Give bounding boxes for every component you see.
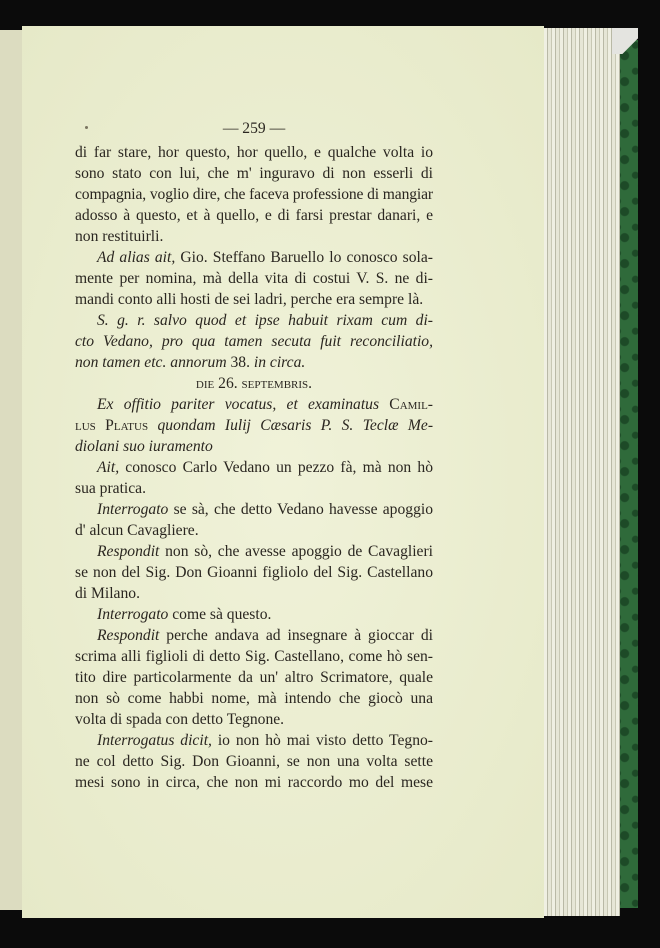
- paragraph: [75, 457, 433, 499]
- italic-text: Respondit: [97, 543, 160, 560]
- text-line: [75, 142, 433, 163]
- italic-text: in circa.: [249, 354, 306, 371]
- roman-text: io non hò mai visto detto Tegno-: [211, 732, 433, 749]
- text-line: [75, 562, 433, 583]
- roman-text: sono stato con lui, che m' inguravo di non esserli di: [75, 165, 433, 182]
- text-line: [75, 163, 433, 184]
- italic-text: Interrogato: [97, 606, 169, 623]
- text-line: [75, 415, 433, 436]
- page-number: — 259 —: [222, 120, 286, 137]
- paragraph: [75, 541, 433, 604]
- page-stack-edge: [540, 28, 620, 916]
- paragraph: [75, 394, 433, 457]
- roman-text: se non del Sig. Don Gioanni figliolo del Sig. Castellano: [75, 564, 433, 581]
- roman-text: adosso à questo, et à quello, e di farsi prestar danari, e: [75, 207, 433, 224]
- italic-text: non tamen etc. annorum: [75, 354, 231, 371]
- text-line: [75, 604, 433, 625]
- roman-text: scrima alli figlioli di detto Sig. Castellano, come hò sen-: [75, 648, 433, 665]
- text-line: [75, 289, 433, 310]
- text-line: [75, 310, 433, 331]
- text-line: [75, 499, 433, 520]
- roman-text: compagnia, voglio dire, che faceva professione di mangiar: [75, 186, 433, 203]
- small-caps-text: die 26. septembris.: [195, 375, 313, 392]
- roman-text: se sà, che detto Vedano havesse apoggio: [168, 501, 433, 518]
- italic-text: S. g. r. salvo quod et ipse habuit rixam cum di-: [97, 312, 433, 329]
- roman-text: mandi conto alli hosti de sei ladri, perche era sempre là.: [75, 291, 424, 308]
- text-line: [75, 352, 433, 373]
- italic-text: Ait,: [97, 459, 120, 476]
- text-line: [75, 478, 433, 499]
- roman-text: 38.: [230, 354, 250, 371]
- italic-text: diolani suo iuramento: [75, 438, 213, 455]
- text-line: [75, 331, 433, 352]
- paragraph: [75, 247, 433, 310]
- text-line: [75, 667, 433, 688]
- text-line: [75, 520, 433, 541]
- roman-text: non sò, che avesse apoggio de Cavaglieri: [159, 543, 433, 560]
- text-line: [75, 646, 433, 667]
- text-line: [75, 625, 433, 646]
- paragraph: [75, 625, 433, 730]
- roman-text: d' alcun Cavagliere.: [75, 522, 199, 539]
- italic-text: cto Vedano, pro qua tamen secuta fuit reconciliatio,: [75, 333, 433, 350]
- paragraph: [75, 730, 433, 793]
- paragraph: [75, 310, 433, 373]
- text-line: [75, 247, 433, 268]
- italic-text: Interrogato: [97, 501, 169, 518]
- text-line: [75, 184, 433, 205]
- roman-text: volta di spada con detto Tegnone.: [75, 711, 285, 728]
- paragraph: [75, 142, 433, 247]
- roman-text: sua pratica.: [75, 480, 147, 497]
- text-line: [75, 436, 433, 457]
- body-text: [75, 142, 433, 793]
- text-line: [75, 730, 433, 751]
- roman-text: ne col detto Sig. Don Gioanni, se non una volta sette: [75, 753, 433, 770]
- paragraph: [75, 499, 433, 541]
- small-caps-text: lus Platus: [75, 417, 149, 434]
- text-line: [75, 226, 433, 247]
- roman-text: Gio. Steffano Baruello lo conosco sola-: [175, 249, 433, 266]
- text-line: [75, 709, 433, 730]
- text-line: [75, 205, 433, 226]
- italic-text: Ad alias ait,: [97, 249, 176, 266]
- roman-text: di far stare, hor questo, hor quello, e qualche volta io: [75, 144, 433, 161]
- roman-text: mesi sono in circa, che non mi raccordo mo del mese: [75, 774, 433, 791]
- italic-text: Respondit: [97, 627, 160, 644]
- text-line: [75, 457, 433, 478]
- text-line: [75, 394, 433, 415]
- text-line: [75, 688, 433, 709]
- italic-text: Ex offitio pariter vocatus, et examinatus: [97, 396, 390, 413]
- roman-text: non sò come habbi nome, mà intendo che giocò una: [75, 690, 433, 707]
- text-line: [75, 751, 433, 772]
- section-heading: [75, 373, 433, 394]
- paragraph: [75, 604, 433, 625]
- page-text: [75, 118, 433, 793]
- italic-text: quondam Iulij Cæsaris P. S. Teclæ Me-: [148, 417, 434, 434]
- roman-text: tito dire particolarmente da un' altro Scrimatore, quale: [75, 669, 433, 686]
- roman-text: come sà questo.: [168, 606, 272, 623]
- text-line: [75, 583, 433, 604]
- italic-text: Interrogatus dicit,: [97, 732, 212, 749]
- text-line: [75, 772, 433, 793]
- roman-text: mente per nomina, mà della vita di costui V. S. ne di-: [75, 270, 433, 287]
- roman-text: conosco Carlo Vedano un pezzo fà, mà non hò: [119, 459, 433, 476]
- text-line: [75, 541, 433, 562]
- roman-text: perche andava ad insegnare à gioccar di: [159, 627, 433, 644]
- small-caps-text: Camil-: [389, 396, 433, 413]
- roman-text: non restituirli.: [75, 228, 164, 245]
- text-line: [75, 373, 433, 394]
- text-line: [75, 268, 433, 289]
- roman-text: di Milano.: [75, 585, 140, 602]
